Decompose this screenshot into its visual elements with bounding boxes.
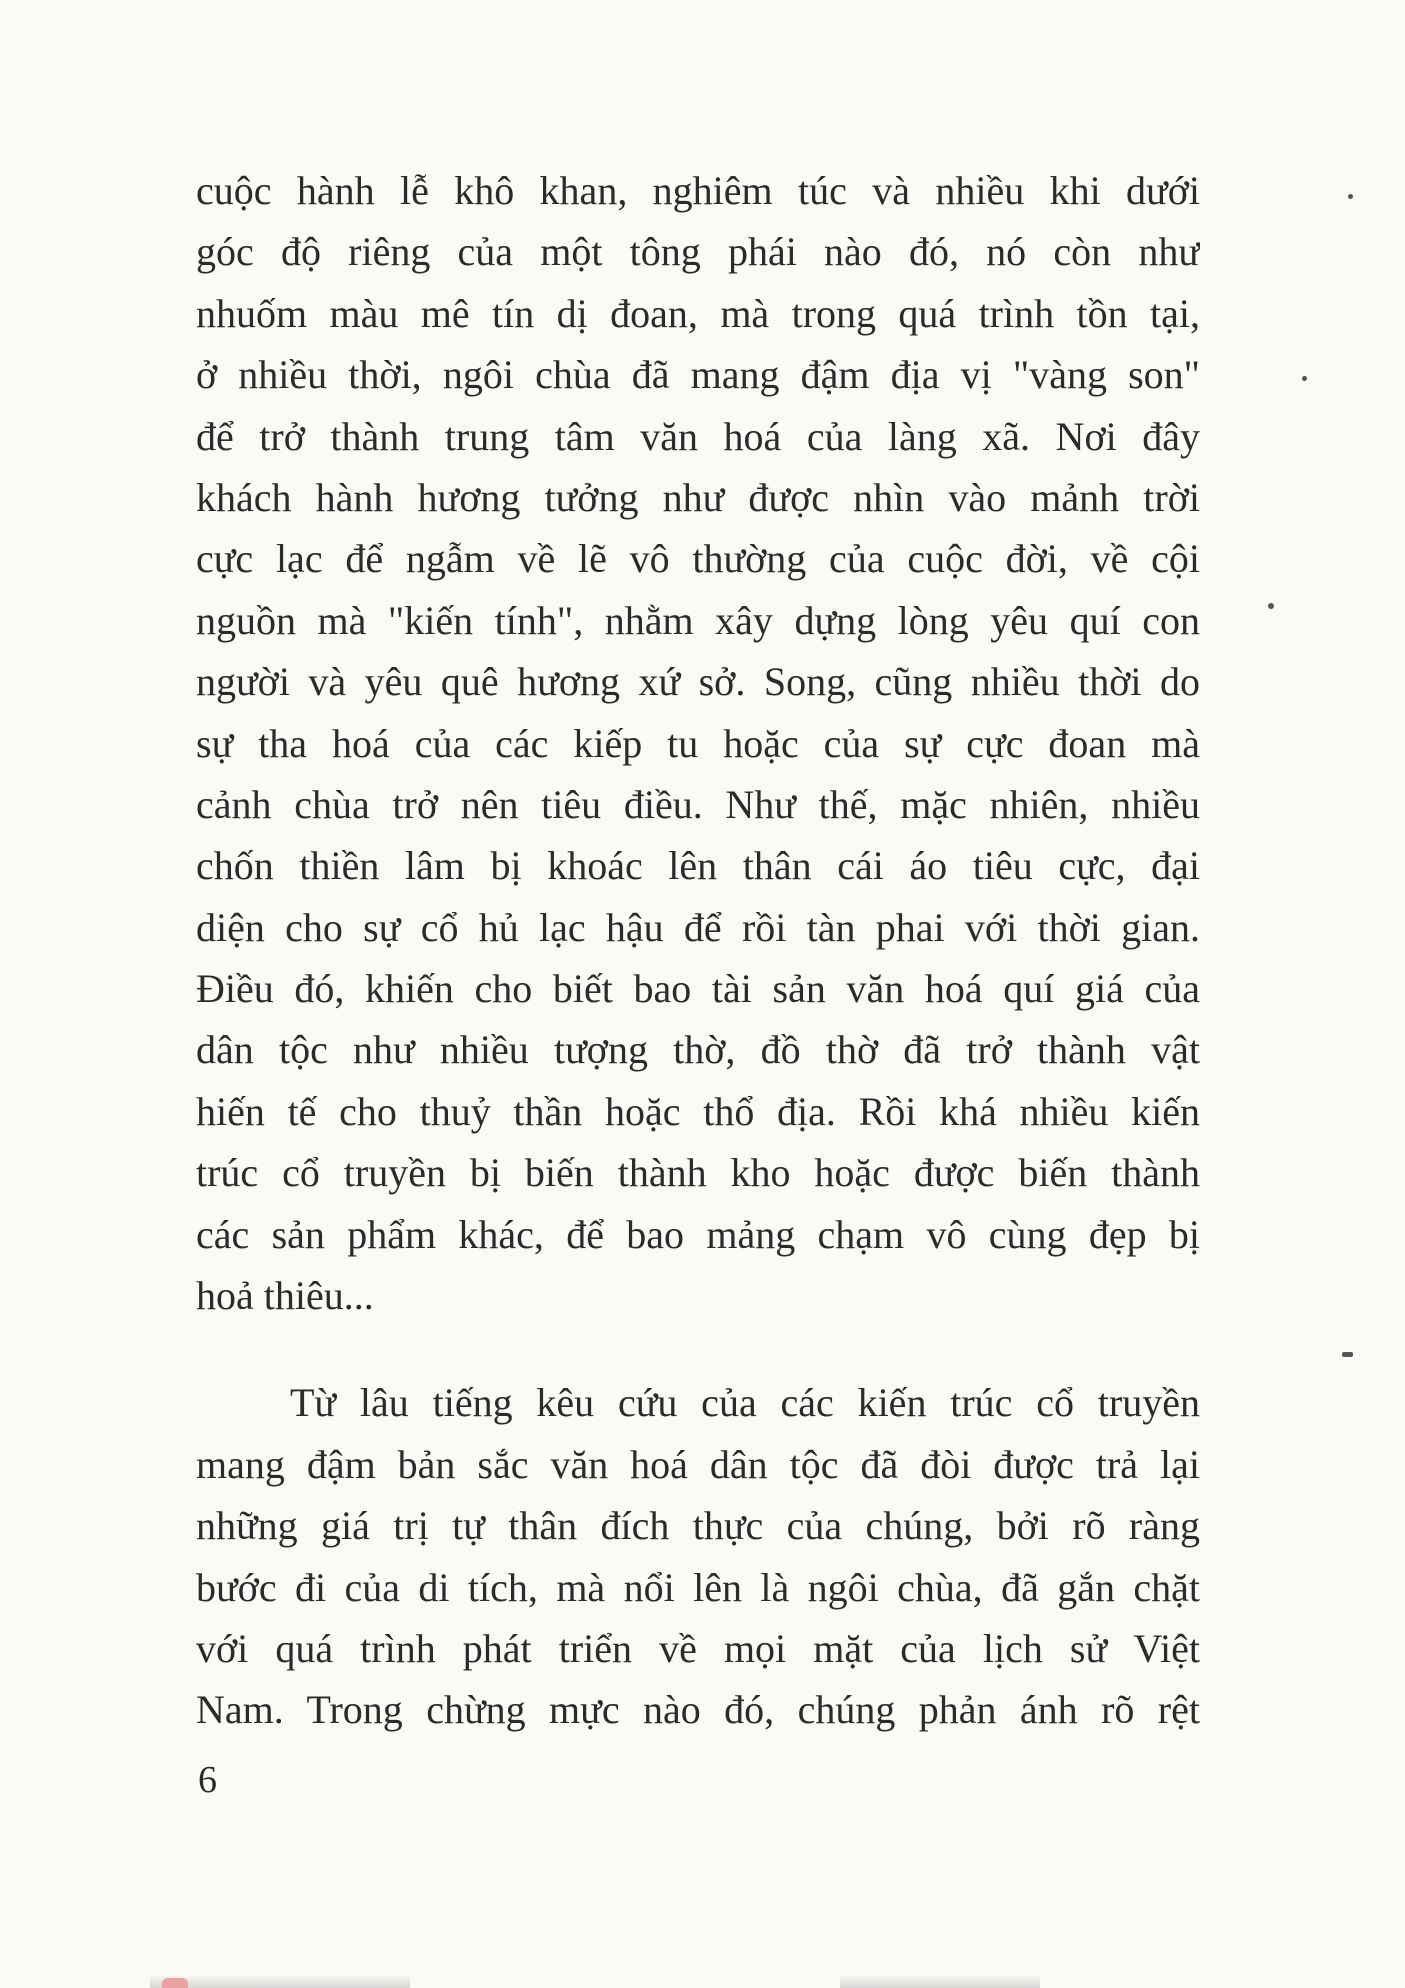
page-edge-shadow	[840, 1974, 1040, 1988]
page-number: 6	[198, 1759, 217, 1801]
page-edge-mark	[162, 1978, 188, 1988]
text-line: người và yêu quê hương xứ sở. Song, cũng nhiều thời do	[196, 659, 1200, 705]
text-line: trúc cổ truyền bị biến thành kho hoặc được biến thành	[196, 1150, 1200, 1196]
scan-speck	[1348, 194, 1353, 199]
text-line: góc độ riêng của một tông phái nào đó, nó còn như	[196, 229, 1200, 275]
text-line: những giá trị tự thân đích thực của chúng, bởi rõ ràng	[196, 1503, 1200, 1549]
text-line: sự tha hoá của các kiếp tu hoặc của sự cực đoan mà	[196, 720, 1200, 766]
text-line: nguồn mà "kiến tính", nhằm xây dựng lòng yêu quí con	[196, 597, 1200, 643]
text-line: bước đi của di tích, mà nổi lên là ngôi chùa, đã gắn chặt	[196, 1564, 1200, 1610]
text-line: dân tộc như nhiều tượng thờ, đồ thờ đã trở thành vật	[196, 1027, 1200, 1073]
text-line: Điều đó, khiến cho biết bao tài sản văn hoá quí giá của	[196, 966, 1200, 1012]
scan-speck	[1268, 603, 1274, 609]
text-line: khách hành hương tưởng như được nhìn vào mảnh trời	[196, 474, 1200, 520]
text-line: Từ lâu tiếng kêu cứu của các kiến trúc cổ truyền	[290, 1380, 1200, 1426]
text-line: diện cho sự cổ hủ lạc hậu để rồi tàn phai với thời gian.	[196, 904, 1200, 950]
text-line: mang đậm bản sắc văn hoá dân tộc đã đòi được trả lại	[196, 1441, 1200, 1487]
text-line: với quá trình phát triển về mọi mặt của lịch sử Việt	[196, 1625, 1200, 1671]
text-line: cuộc hành lễ khô khan, nghiêm túc và nhiều khi dưới	[196, 168, 1200, 213]
text-line: ở nhiều thời, ngôi chùa đã mang đậm địa vị "vàng son"	[196, 352, 1200, 398]
text-line: cảnh chùa trở nên tiêu điều. Như thế, mặc nhiên, nhiều	[196, 781, 1200, 827]
text-line: chốn thiền lâm bị khoác lên thân cái áo tiêu cực, đại	[196, 843, 1200, 889]
body-text	[196, 160, 1200, 1741]
text-line: nhuốm màu mê tín dị đoan, mà trong quá trình tồn tại,	[196, 290, 1200, 336]
text-line: hiến tế cho thuỷ thần hoặc thổ địa. Rồi khá nhiều kiến	[196, 1088, 1200, 1134]
text-line: Nam. Trong chừng mực nào đó, chúng phản ánh rõ rệt	[196, 1687, 1200, 1733]
text-line: cực lạc để ngẫm về lẽ vô thường của cuộc đời, về cội	[196, 536, 1200, 582]
scan-speck	[1302, 376, 1307, 381]
text-line: hoả thiêu...	[196, 1273, 374, 1319]
scan-speck	[1342, 1352, 1353, 1357]
page-edge-shadow	[150, 1974, 410, 1988]
text-line: để trở thành trung tâm văn hoá của làng xã. Nơi đây	[196, 413, 1200, 459]
paragraph-2	[196, 1372, 1200, 1740]
paragraph-1	[196, 160, 1200, 1326]
text-line: các sản phẩm khác, để bao mảng chạm vô cùng đẹp bị	[196, 1211, 1200, 1257]
